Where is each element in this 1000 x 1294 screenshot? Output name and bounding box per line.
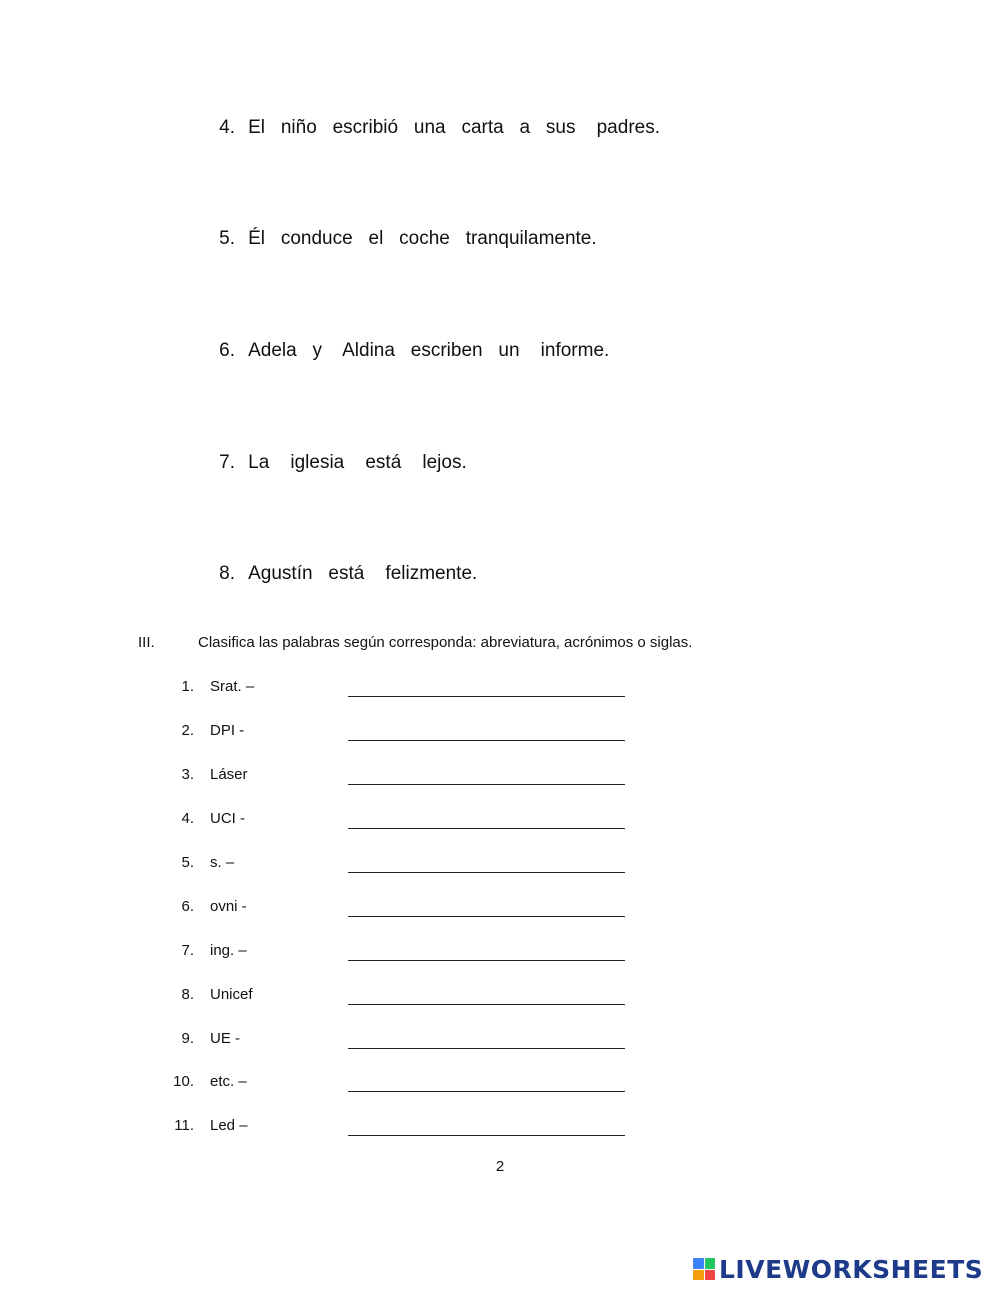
list-item	[0, 1030, 1000, 1052]
brand-footer	[693, 1255, 983, 1283]
item-number: 2.	[181, 722, 194, 739]
item-number: 4.	[181, 810, 194, 827]
item-word: UCI -	[210, 810, 245, 827]
answer-blank[interactable]	[348, 916, 625, 917]
answer-blank[interactable]	[348, 740, 625, 741]
item-word: etc. –	[210, 1073, 247, 1090]
answer-blank[interactable]	[348, 1091, 625, 1092]
section-instruction: Clasifica las palabras según corresponda: abreviatura, acrónimos o siglas.	[198, 634, 693, 651]
sentence-7	[198, 430, 467, 496]
item-word: Srat. –	[210, 678, 255, 695]
list-item	[0, 1073, 1000, 1095]
brand-name: LIVEWORKSHEETS	[719, 1254, 984, 1284]
logo-square	[705, 1258, 716, 1269]
sentence-text: Él conduce el coche tranquilamente.	[248, 228, 597, 249]
item-word: DPI -	[210, 722, 245, 739]
item-word: Led –	[210, 1117, 248, 1134]
list-item	[0, 766, 1000, 788]
list-item	[0, 898, 1000, 920]
answer-blank[interactable]	[348, 960, 625, 961]
item-number: 5.	[181, 854, 194, 871]
sentence-number: 4.	[219, 117, 235, 138]
sentence-6	[198, 318, 609, 384]
logo-square	[693, 1258, 704, 1269]
logo-square	[693, 1270, 704, 1281]
answer-blank[interactable]	[348, 784, 625, 785]
item-number: 8.	[181, 986, 194, 1003]
sentence-8	[198, 541, 477, 607]
item-number: 6.	[181, 898, 194, 915]
item-number: 9.	[181, 1030, 194, 1047]
item-number: 7.	[181, 942, 194, 959]
liveworksheets-logo-icon	[693, 1258, 715, 1280]
logo-square	[705, 1270, 716, 1281]
page-number: 2	[495, 1158, 505, 1175]
item-number: 10.	[173, 1073, 194, 1090]
list-item	[0, 722, 1000, 744]
sentence-number: 6.	[219, 340, 235, 361]
item-number: 11.	[174, 1117, 194, 1134]
answer-blank[interactable]	[348, 1004, 625, 1005]
item-word: Láser	[210, 766, 248, 783]
answer-blank[interactable]	[348, 1135, 625, 1136]
sentence-number: 7.	[219, 452, 235, 473]
item-word: ing. –	[210, 942, 247, 959]
sentence-5	[198, 206, 597, 272]
section-roman-numeral: III.	[138, 634, 155, 651]
list-item	[0, 678, 1000, 700]
answer-blank[interactable]	[348, 872, 625, 873]
sentence-text: Adela y Aldina escriben un informe.	[248, 340, 610, 361]
sentence-number: 8.	[219, 563, 235, 584]
answer-blank[interactable]	[348, 828, 625, 829]
item-word: UE -	[210, 1030, 240, 1047]
sentence-number: 5.	[219, 228, 235, 249]
sentence-text: El niño escribió una carta a sus padres.	[248, 117, 660, 138]
sentence-4	[198, 95, 660, 161]
answer-blank[interactable]	[348, 696, 625, 697]
list-item	[0, 986, 1000, 1008]
item-word: ovni -	[210, 898, 247, 915]
list-item	[0, 854, 1000, 876]
list-item	[0, 810, 1000, 832]
list-item	[0, 1117, 1000, 1139]
item-number: 3.	[181, 766, 194, 783]
item-number: 1.	[181, 678, 194, 695]
sentence-text: La iglesia está lejos.	[248, 452, 467, 473]
item-word: Unicef	[210, 986, 253, 1003]
item-word: s. –	[210, 854, 235, 871]
list-item	[0, 942, 1000, 964]
sentence-text: Agustín está felizmente.	[248, 563, 478, 584]
answer-blank[interactable]	[348, 1048, 625, 1049]
